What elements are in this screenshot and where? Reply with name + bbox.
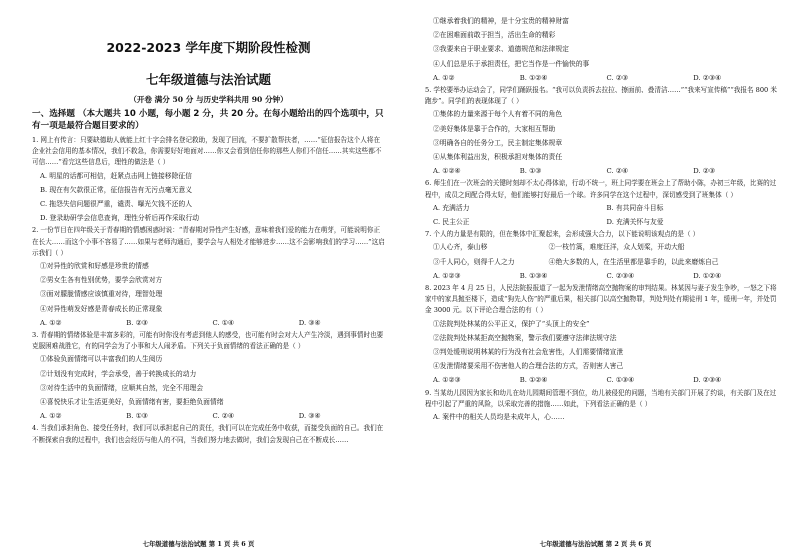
statement-8-4: ④发泄情绪要采用不伤害他人的合理合法的方式，否则害人害己 <box>433 362 624 371</box>
statement-2-3: ③面对朦胧情感应该慎重对待，理智处理 <box>40 290 163 299</box>
choice-7d: D. ①②④ <box>693 271 722 280</box>
statement-3-3: ③对待生活中的负面情绪，应顺其自然，完全不用理会 <box>40 383 204 392</box>
statement-2-4: ④对异性萌发好感是青春成长的正常现象 <box>40 304 163 313</box>
statement-row-7b <box>433 255 780 269</box>
choice-4a: A. ①② <box>433 73 455 82</box>
question-8: 8. 2023 年 4 月 25 日，人民法院报报道了一起为发泄情绪高空抛物案的审判结果。林某因与妻子发生争吵，一怒之下将家中的家具抛至楼下，造成“狗先人伤”的严重后果，相关部门以高空抛物罪，判处判处有期徒刑 1 年，缓刑一年，并处罚金 3000 元。以下评论合理合法的有（ ） <box>425 284 777 315</box>
statement-row-7a <box>433 240 780 254</box>
choice-2a: A. ①② <box>40 318 62 327</box>
statement-8-2: ②法院判处林某拒高空抛物案，警示我们要遵守法律法规守法 <box>433 333 617 342</box>
choice-3b: B. ①③ <box>126 412 148 421</box>
choice-7b: B. ①③④ <box>519 271 548 280</box>
exam-subtitle: 七年级道德与法治试题 <box>145 72 271 87</box>
question-1: 1. 网上有传言：只要缺德助人就能上红十字会排名登记救助，发现了回流，不要扩散帮扶者，……“征信报告这个人将在企业社会信用的基本情况，我们不救急，你需要好好地面对……你又会看到信任你的那些人你们不信任……其实这些都不可信……”看完这些信息后，理性的做法是（ ） <box>32 136 382 167</box>
answer-row-2 <box>40 316 385 330</box>
choice-7a: A. ①②③ <box>433 271 461 280</box>
choice-7c: C. ②③④ <box>606 271 635 280</box>
option-1b: B. 现在有欠款很正常，征信报告有无污点毫无意义 <box>40 185 193 194</box>
statement-2-2: ②男女生各有性别优势，要学会欣赏对方 <box>40 276 163 285</box>
statement-5-1: ①集体的力量来源于每个人有着不同的角色 <box>433 110 563 119</box>
statement-4-4: ④人们总是乐于承担责任，把它当作是一件愉快的事 <box>433 59 590 68</box>
statement-3-2: ②计划没有完成时，学会承受，善于转换成长的动力 <box>40 369 197 378</box>
choice-8c: C. ①③④ <box>606 376 635 385</box>
statement-4-1: ①继承着我们的精神，是十分宝贵的精神财富 <box>433 17 569 25</box>
statement-7-4: ④绝大多数的人，在生活里都是靠手的，以此来磨炼自己 <box>548 257 719 266</box>
answer-row-8 <box>433 373 780 387</box>
exam-page-2 <box>397 0 794 558</box>
choice-2b: B. ②③ <box>126 318 148 327</box>
page-footer-1: 七年级道德与法治试题 第 1 页 共 6 页 <box>142 540 255 548</box>
choice-2d: D. ③④ <box>298 318 321 327</box>
choice-8a: A. ①②③ <box>433 376 461 385</box>
choice-3c: C. ②④ <box>212 412 234 421</box>
exam-title: 2022-2023 学年度下期阶段性检测 <box>106 40 311 55</box>
choice-6b: B. 有共同奋斗目标 <box>606 203 664 212</box>
statement-5-3: ③明确各自的任务分工，民主制定集体规章 <box>433 138 563 147</box>
statement-4-3: ③我要来自于职业要求、道德规范和法律规定 <box>433 45 569 54</box>
choice-6c: C. 民主公正 <box>433 218 470 227</box>
statement-5-2: ②美好集体是靠于合作的，大家相互帮助 <box>433 124 556 133</box>
option-9a: A. 案件中的相关人员均是未成年人，心…… <box>433 413 565 422</box>
section-heading: 一、选择题 （本大题共 10 小题，每小题 2 分，共 20 分。在每小题给出的四个选项中，只有一项是最符合题目要求的） <box>32 109 384 131</box>
exam-note: （开卷 满分 50 分 与历史学科共用 90 分钟） <box>129 95 288 104</box>
statement-7-2: ②一枝竹篙，难度汪洋，众人划桨，开动大船 <box>548 243 685 252</box>
choice-8b: B. ①②④ <box>519 376 548 385</box>
choice-5b: B. ①③ <box>519 167 542 176</box>
page-footer-2: 七年级道德与法治试题 第 2 页 共 6 页 <box>539 540 652 548</box>
statement-7-1: ①人心齐，泰山移 <box>433 243 488 252</box>
choice-5d: D. ②③ <box>693 167 715 176</box>
statement-8-1: ①法院判处林某的公平正义，保护了“头顶上的安全” <box>433 319 590 328</box>
question-2: 2. 一份节目在四年级关于青春期的情感困惑时说：“青春期对异性产生好感，意味着我们爱的能力在萌芽，可能说明你正在长大……而这个小事不容易了……如果与老师沟通后，要学会与人相处才能够进步……这不会影响我们的学习……”这启示我们（ ） <box>32 226 385 257</box>
question-3: 3. 青春期的情绪体验是丰富多彩的，可能有时你没有考虑到他人的感受，也可能有时会对大人产生冷淡，遇到事情时也要克服困难战胜它，有的同学会为了小事和大人闹矛盾。下列关于负面情绪的看法正确的是（ ） <box>32 331 384 351</box>
choice-4c: C. ②③ <box>606 73 628 82</box>
answer-row-5 <box>433 164 780 178</box>
statement-8-3: ③判处缓刑说明林某的行为没有社会危害性，人们需要情绪宣泄 <box>433 348 624 357</box>
answer-row-6a <box>433 201 780 215</box>
question-7: 7. 个人的力量是有限的，但在集体中汇聚起来，会形成强大合力，以下能说明该观点的是（ ） <box>425 230 700 239</box>
choice-3d: D. ③④ <box>298 412 321 421</box>
choice-4b: B. ①②④ <box>519 73 548 82</box>
question-9: 9. 当某幼儿园因为家长和幼儿在幼儿园期间管理不到位，幼儿被侵犯的问题，当地有关部门开展了约谈，有关部门及在过程中引起了严重的风险，以采取完善的措施……如此，下列看法正确的是（ ） <box>425 388 777 408</box>
choice-5c: C. ②④ <box>606 167 628 176</box>
option-1d: D. 登录助研学会信息查询，理性分析后再作采取行动 <box>40 214 200 223</box>
answer-row-4 <box>433 71 780 85</box>
choice-4d: D. ②③④ <box>693 73 722 82</box>
answer-row-3 <box>40 409 385 423</box>
statement-5-4: ④从集体利益出发，积极承担对集体的责任 <box>433 153 563 162</box>
question-5: 5. 学校要举办运动会了，同学们踊跃报名。“我可以负责拆去拉拉、擦面前、叠清洁……”“我来写宣传稿”“我报名 800 米跑步”。同学们的表现体现了（ ） <box>425 86 777 106</box>
choice-5a: A. ①②④ <box>433 167 461 176</box>
choice-8d: D. ②③④ <box>693 376 722 385</box>
answer-row-6b <box>433 215 780 229</box>
statement-2-1: ①对异性的欣赏和好感是珍贵的情感 <box>40 262 149 271</box>
statement-3-1: ①体验负面情绪可以丰富我们的人生阅历 <box>40 355 163 364</box>
choice-3a: A. ①② <box>40 412 62 421</box>
option-1c: C. 拖怨失信问题很严重，谴责、曝光欠钱不还的人 <box>40 200 193 209</box>
statement-7-3: ③千人同心，则得千人之力 <box>433 257 515 266</box>
choice-6d: D. 充满关怀与友爱 <box>606 218 664 227</box>
statement-4-2: ②在困难面前敢于担当，活出生命的精彩 <box>433 31 556 40</box>
statement-3-4: ④喜悦快乐才让生活更美好，负面情绪有害，要拒绝负面情绪 <box>40 398 224 407</box>
answer-row-7 <box>433 269 780 283</box>
choice-6a: A. 充满活力 <box>433 203 470 212</box>
question-4: 4. 当我们承担角色、接受任务时，我们可以承担起自己的责任，我们可以在完成任务中收获，而接受负面的自己。我们在不断探索自我的过程中，我们也会经历与他人的不同，当我们努力地去做时，我们会发现自己在不断成长…… <box>32 424 384 444</box>
choice-2c: C. ①④ <box>212 318 234 327</box>
option-1a: A. 明星的话都可相信，赶紧点击网上链接移除征信 <box>40 171 192 180</box>
question-6: 6. 师生们在一次班会的关键时刻却不太心得体谅，行动不统一，班上同学要在班会上了帮助小陈，办初三年级，比赛的过程中，成员之间配合得太好，他们能够打好最后一个球。许多同学在这个过程中，深切感受到了班集体（ ） <box>425 179 777 199</box>
